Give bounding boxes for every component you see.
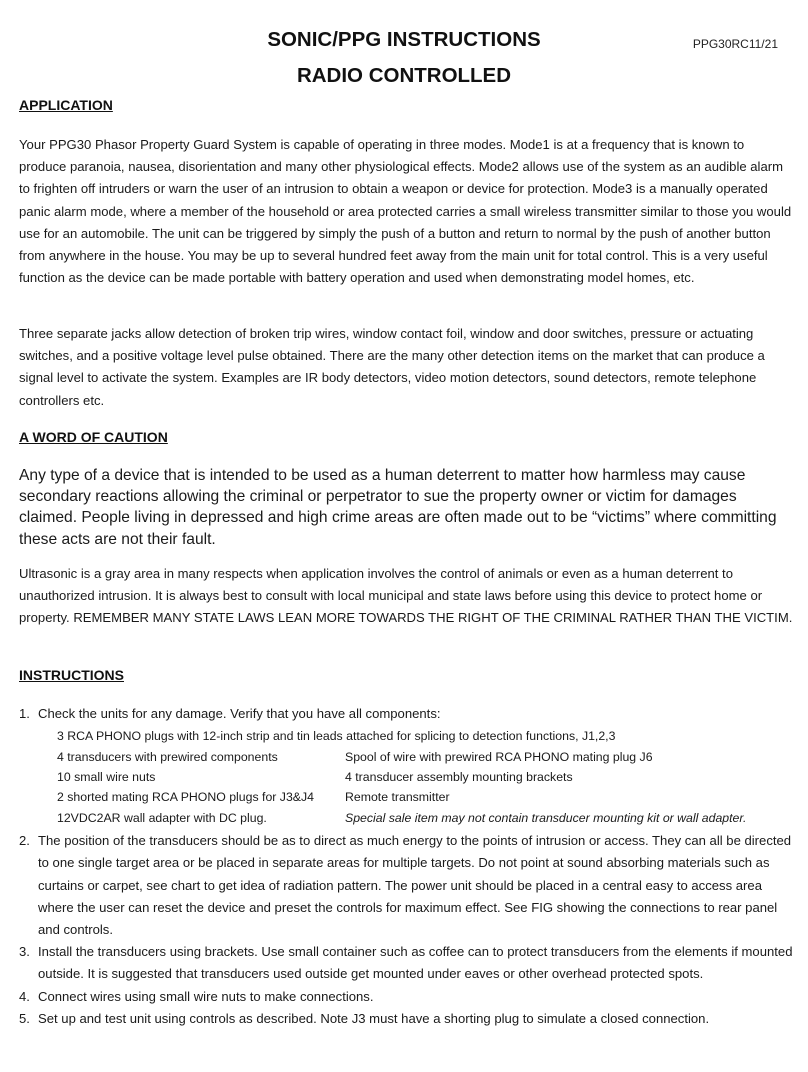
document-subtitle: RADIO CONTROLLED <box>296 64 512 87</box>
list-item <box>19 703 795 725</box>
list-number: 2. <box>19 833 30 849</box>
application-paragraph-1: Your PPG30 Phasor Property Guard System is capable of operating in three modes. Mode1 is at a frequency that is known to produce paranoia, nausea, disorientation and many other physiological effects. Mode2 allows use of the system as an audible alarm to frighten off intruders or warn the user of an intrusion to obtain a weapon or device for protection. Mode3 is a manually operated panic alarm mode, where a member of the household or area protected carries a small wireless transmitter similar to those you would use for an automobile. The unit can be triggered by simply the push of a button and return to normal by the push of another button from anywhere in the house. You may be up to several hundred feet away from the main unit for total control. This is a very useful function as the device can be made portable with battery operation and used when demonstrating model homes, etc. <box>19 137 792 286</box>
list-item-text: The position of the transducers should be as to direct as much energy to the points of intrusion or access. They can all be directed to one single target area or be placed in separate areas for multiple targets. Do not point at sound absorbing materials such as curtains or carpet, see chart to get idea of radiation pattern. The power unit should be placed in a central easy to access area where the user can reset the device and preset the controls for maximum effect. See FIG showing the connections to rear panel and controls. <box>38 833 792 937</box>
document-title: SONIC/PPG INSTRUCTIONS <box>267 28 541 51</box>
instructions-list <box>19 703 795 1030</box>
caution-paragraph-2: Ultrasonic is a gray area in many respects when application involves the control of animals or even as a human deterrent to unauthorized intrusion. It is always best to consult with local municipal and state laws before using this device to protect home or property. REMEMBER MANY STATE LAWS LEAN MORE TOWARDS THE RIGHT OF THE CRIMINAL RATHER THAN THE VICTIM. <box>19 566 793 626</box>
list-item <box>19 941 795 985</box>
list-item <box>19 986 795 1008</box>
application-paragraph-2: Three separate jacks allow detection of broken trip wires, window contact foil, window and door switches, pressure or actuating switches, and a positive voltage level pulse obtained. There are the many other detection items on the market that can produce a signal level to activate the system. Examples are IR body detectors, video motion detectors, sound detectors, remote telephone controllers etc. <box>19 326 765 408</box>
list-item-text: Set up and test unit using controls as described. Note J3 must have a shorting plug to simulate a closed connection. <box>38 1010 710 1026</box>
document-id: PPG30RC11/21 <box>692 37 778 51</box>
component-row <box>57 787 795 807</box>
list-number: 1. <box>19 706 30 721</box>
list-number: 4. <box>19 988 30 1004</box>
component-item: Spool of wire with prewired RCA PHONO mating plug J6 <box>345 749 653 764</box>
sale-note: Special sale item may not contain transducer mounting kit or wall adapter. <box>345 810 747 825</box>
component-item: 10 small wire nuts <box>57 769 156 784</box>
component-item: 4 transducer assembly mounting brackets <box>345 769 573 784</box>
application-heading: APPLICATION <box>19 97 113 113</box>
component-item: Remote transmitter <box>345 790 450 805</box>
list-item <box>19 830 795 941</box>
component-list <box>19 725 795 830</box>
instructions-heading: INSTRUCTIONS <box>19 667 124 683</box>
caution-heading: A WORD OF CAUTION <box>19 429 168 445</box>
list-item-text: Check the units for any damage. Verify that you have all components: <box>38 706 441 721</box>
component-item: 3 RCA PHONO plugs with 12-inch strip and tin leads attached for splicing to detection functions, J1,2,3 <box>57 729 616 744</box>
list-item <box>19 1008 795 1030</box>
component-item: 4 transducers with prewired components <box>57 749 278 764</box>
list-item-text: Install the transducers using brackets. Use small container such as coffee can to protect transducers from the elements if mounted outside. It is suggested that transducers used outside get mounted under eaves or other overhead protected spots. <box>38 944 793 982</box>
component-row <box>57 767 795 787</box>
component-item: 2 shorted mating RCA PHONO plugs for J3&J4 <box>57 790 314 805</box>
list-item-text: Connect wires using small wire nuts to make connections. <box>38 988 374 1004</box>
component-row <box>57 726 795 746</box>
caution-paragraph-1: Any type of a device that is intended to be used as a human deterrent to matter how harmless may cause secondary reactions allowing the criminal or perpetrator to sue the property owner or victim for damages claimed. People living in depressed and high crime areas are often made out to be “victims” where committing these acts are not their fault. <box>19 467 777 548</box>
component-row <box>57 808 795 828</box>
list-number: 5. <box>19 1010 30 1026</box>
list-number: 3. <box>19 944 30 960</box>
component-row <box>57 747 795 767</box>
component-item: 12VDC2AR wall adapter with DC plug. <box>57 810 267 825</box>
